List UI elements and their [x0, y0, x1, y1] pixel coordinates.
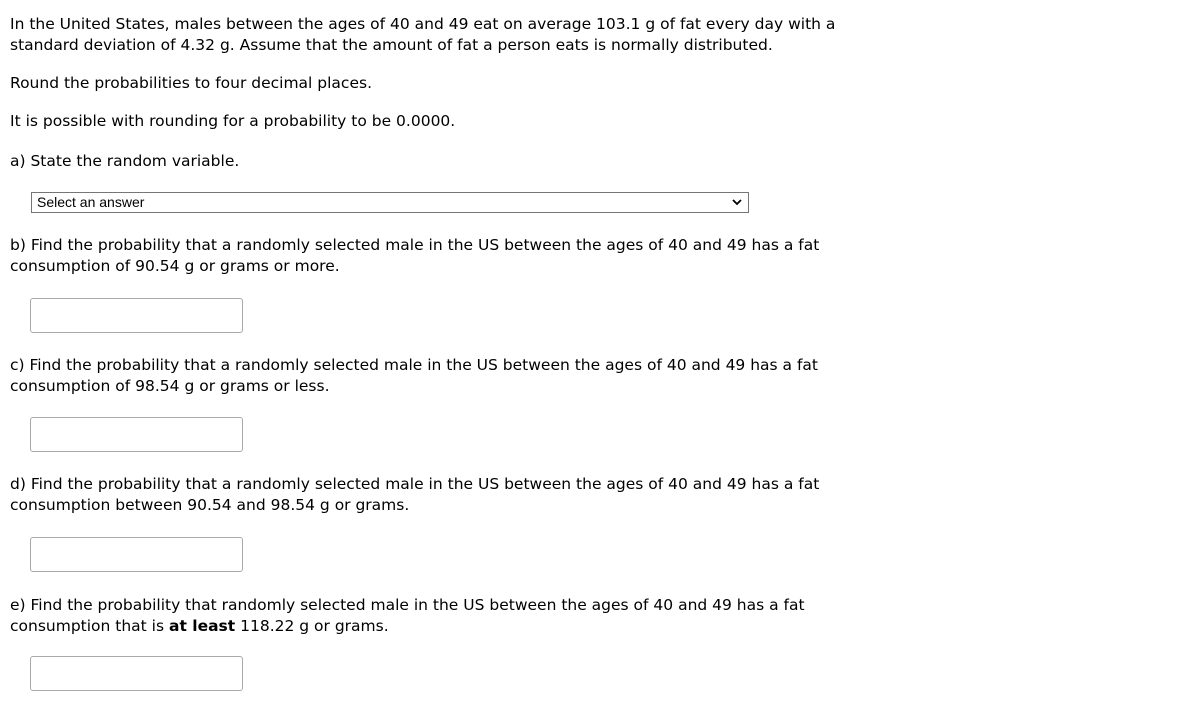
rounding-note: It is possible with rounding for a probability to be 0.0000.	[10, 112, 456, 130]
problem-statement-line-2: standard deviation of 4.32 g. Assume that the amount of fat a person eats is normally distributed.	[10, 36, 773, 54]
random-variable-select[interactable]	[31, 192, 749, 213]
chevron-down-icon	[732, 198, 742, 206]
part-d-question-line-2: consumption between 90.54 and 98.54 g or grams.	[10, 496, 410, 514]
random-variable-select-value: Select an answer	[37, 194, 145, 210]
part-c-question-line-2: consumption of 98.54 g or grams or less.	[10, 377, 330, 395]
part-e-answer-input[interactable]	[30, 656, 243, 691]
part-a-question: a) State the random variable.	[10, 152, 240, 170]
part-d-question-line-1: d) Find the probability that a randomly selected male in the US between the ages of 40 and 49 has a fat	[10, 475, 820, 493]
part-e-question-suffix: 118.22 g or grams.	[235, 617, 389, 635]
rounding-instruction: Round the probabilities to four decimal places.	[10, 74, 372, 92]
part-d-answer-input[interactable]	[30, 537, 243, 572]
part-e-question-prefix: consumption that is	[10, 617, 169, 635]
part-e-question-line-2	[10, 616, 389, 637]
part-c-answer-input[interactable]	[30, 417, 243, 452]
part-c-question-line-1: c) Find the probability that a randomly selected male in the US between the ages of 40 and 49 has a fat	[10, 356, 819, 374]
part-b-question-line-1: b) Find the probability that a randomly selected male in the US between the ages of 40 and 49 has a fat	[10, 236, 820, 254]
part-b-question-line-2: consumption of 90.54 g or grams or more.	[10, 257, 340, 275]
part-e-question-line-1: e) Find the probability that randomly selected male in the US between the ages of 40 and 49 has a fat	[10, 596, 805, 614]
part-b-answer-input[interactable]	[30, 298, 243, 333]
part-e-emphasis: at least	[169, 617, 236, 635]
problem-statement-line-1: In the United States, males between the ages of 40 and 49 eat on average 103.1 g of fat every day with a	[10, 15, 836, 33]
